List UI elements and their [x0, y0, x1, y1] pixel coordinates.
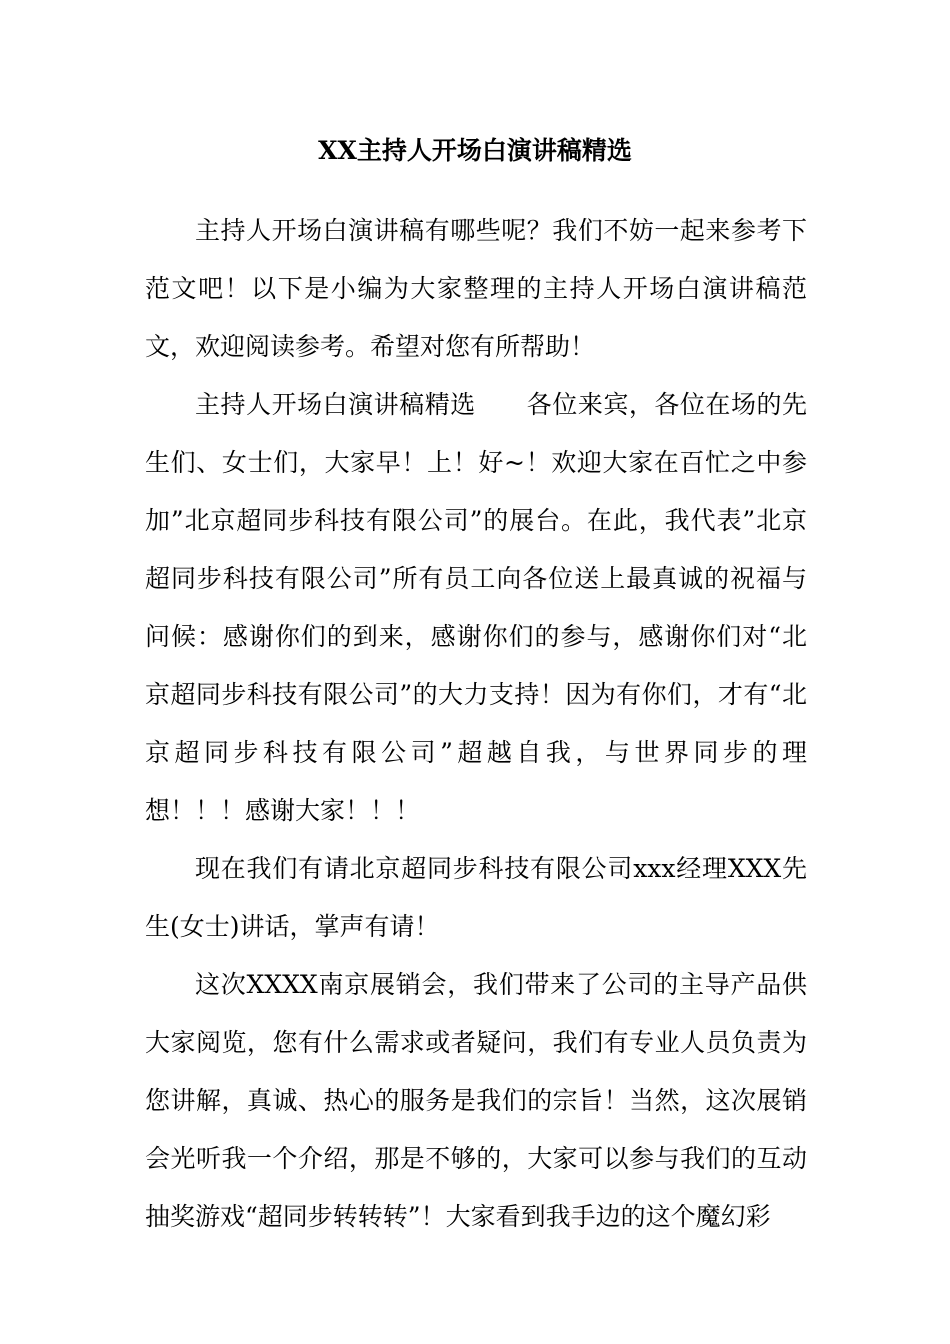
document-body [145, 202, 807, 1246]
paragraph-exhibition: 这次XXXX南京展销会，我们带来了公司的主导产品供大家阅览，您有什么需求或者疑问，我们有专业人员负责为您讲解，真诚、热心的服务是我们的宗旨！当然，这次展销会光听我一个介绍，那是不够的，大家可以参与我们的互动抽奖游戏“超同步转转转”！大家看到我手边的这个魔幻彩 [145, 970, 807, 1231]
paragraph-invite-speaker: 现在我们有请北京超同步科技有限公司xxx经理XXX先生(女士)讲话，掌声有请！ [145, 854, 807, 941]
paragraph-intro: 主持人开场白演讲稿有哪些呢？我们不妨一起来参考下范文吧！以下是小编为大家整理的主持人开场白演讲稿范文，欢迎阅读参考。希望对您有所帮助！ [145, 216, 807, 361]
document-title: XX主持人开场白演讲稿精选 [318, 136, 632, 165]
paragraph-welcome: 主持人开场白演讲稿精选 各位来宾，各位在场的先生们、女士们，大家早！上！好~！欢迎大家在百忙之中参加”北京超同步科技有限公司”的展台。在此，我代表”北京超同步科技有限公司”所有员工向各位送上最真诚的祝福与问候：感谢你们的到来，感谢你们的参与，感谢你们对“北京超同步科技有限公司”的大力支持！因为有你们，才有“北京超同步科技有限公司”超越自我，与世界同步的理想！！！感谢大家！！！ [145, 390, 807, 825]
